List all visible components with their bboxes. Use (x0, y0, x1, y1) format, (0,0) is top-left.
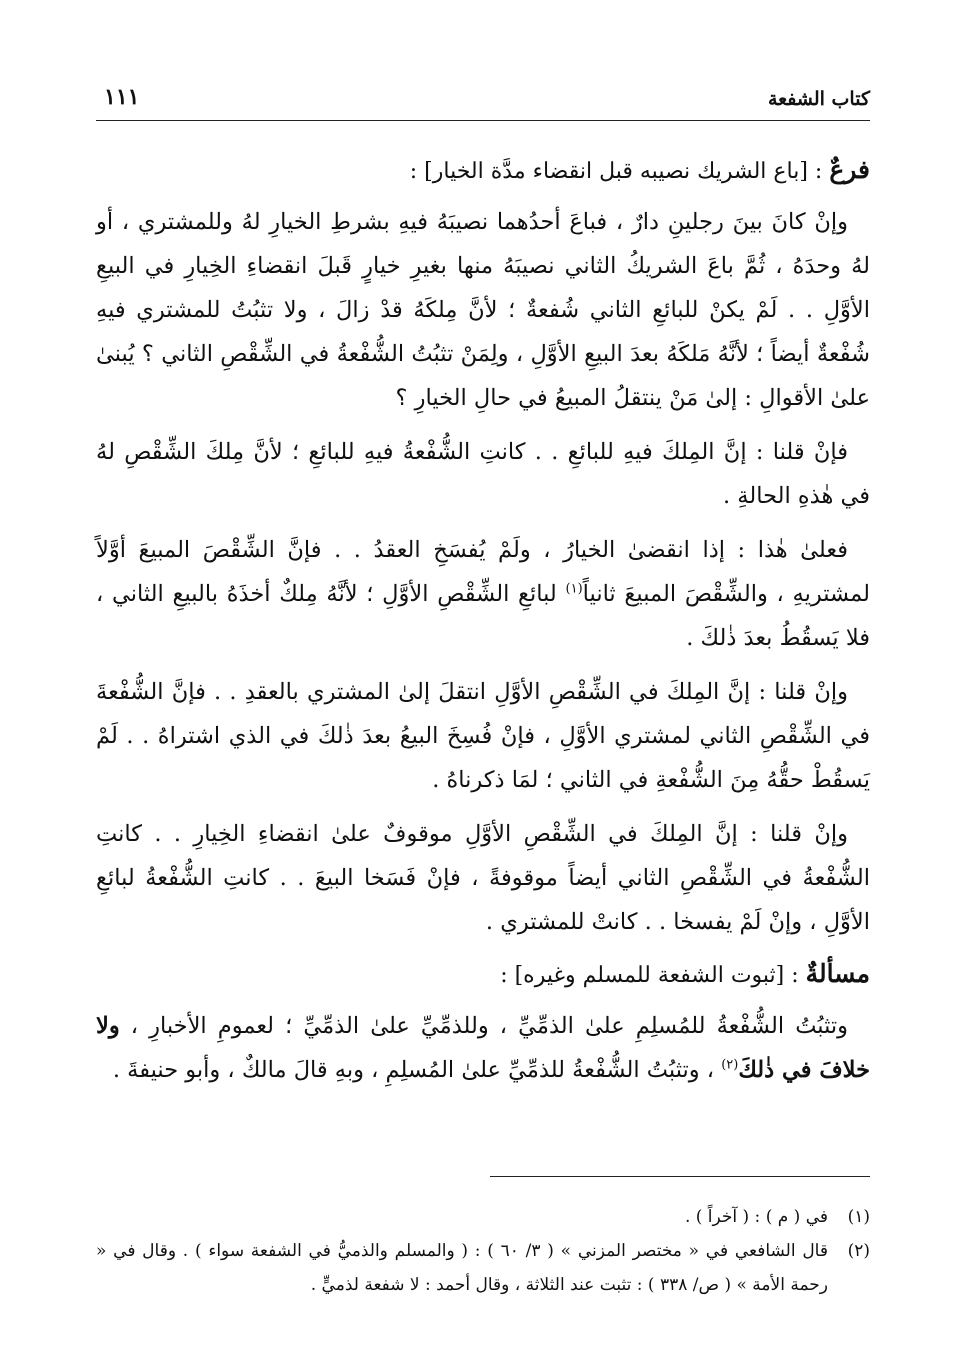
footnote-item (96, 1200, 870, 1234)
footnote-text: في ( م ) : ( آخراً ) . (684, 1207, 828, 1227)
paragraph-text: لبائعِ الشِّقْصِ الأوَّلِ ؛ لأنَّهُ مِلكٌ أخذَهُ بالبيعِ الثاني ، فلا يَسقُطُ بعدَ ذٰلكَ . (96, 581, 870, 651)
heading-title: : [باع الشريك نصيبه قبل انقضاء مدَّة الخيار] : (409, 159, 830, 184)
paragraph-text: ، وتثبُتُ الشُّفْعةُ للذمِّيِّ علىٰ المُسلِمِ ، وبهِ قالَ مالكٌ ، وأبو حنيفةَ . (112, 1057, 722, 1083)
paragraph-text: وتثبُتُ الشُّفْعةُ للمُسلِمِ علىٰ الذمِّيِّ ، وللذمِّيِّ علىٰ الذمِّيِّ ؛ لعمومِ الأخبارِ ، (119, 1013, 848, 1039)
bold-phrase: ولا خلافَ في ذٰلكَ (96, 1013, 870, 1083)
main-text (96, 150, 870, 1102)
footnote-number: (٢) (847, 1241, 870, 1261)
heading-keyword: فرعٌ (829, 155, 870, 184)
paragraph-text: فعلىٰ هٰذا : إذا انقضىٰ الخيارُ ، ولَمْ يُفسَخِ العقدُ . . فإنَّ الشِّقْصَ المبيعَ أوَّلاً لمشتريهِ ، والشِّقْصَ المبيعَ ثانياً (96, 537, 870, 607)
footnotes (96, 1200, 870, 1302)
paragraph-with-footnote (96, 1004, 870, 1092)
footnote-reference[interactable]: (١) (565, 581, 583, 597)
footnote-divider (490, 1176, 870, 1177)
footnote-number: (١) (847, 1207, 870, 1227)
page-header (96, 84, 870, 121)
footnote-reference[interactable]: (٢) (721, 1057, 739, 1073)
paragraph: وإنْ كانَ بينَ رجلينِ دارٌ ، فباعَ أحدُهما نصيبَهُ فيهِ بشرطِ الخيارِ لهُ وللمشتري ، أو لهُ وحدَهُ ، ثُمَّ باعَ الشريكُ الثاني نصيبَهُ منها بغيرِ خيارٍ قَبلَ انقضاءِ الخِيارِ في البيعِ الأوَّلِ . . لَمْ يكنْ للبائعِ الثاني شُفعةٌ ؛ لأنَّ مِلكَهُ قدْ زالَ ، ولا تثبُتُ للمشتري فيهِ شُفْعةٌ أيضاً ؛ لأنَّهُ مَلكَهُ بعدَ البيعِ الأوَّلِ ، ولِمَنْ تثبُتُ الشُّفْعةُ في الشِّقْصِ الثاني ؟ يُبنىٰ علىٰ الأقوالِ : إلىٰ مَنْ ينتقلُ المبيعُ في حالِ الخيارِ ؟ (96, 209, 870, 411)
paragraph-with-footnote (96, 528, 870, 660)
footnote-item (96, 1234, 870, 1302)
page-number: ١١١ (104, 84, 140, 110)
paragraph: وإنْ قلنا : إنَّ المِلكَ في الشِّقْصِ الأوَّلِ موقوفٌ علىٰ انقضاءِ الخِيارِ . . كانتِ الشُّفْعةُ في الشِّقْصِ الثاني أيضاً موقوفةً ، فإنْ فَسَخا البيعَ . . كانتِ الشُّفْعةُ لبائعِ الأوَّلِ ، وإنْ لَمْ يفسخا . . كانتْ للمشتري . (96, 821, 870, 935)
running-title: كتاب الشفعة (767, 88, 870, 110)
paragraph: وإنْ قلنا : إنَّ المِلكَ في الشِّقْصِ الأوَّلِ انتقلَ إلىٰ المشتري بالعقدِ . . فإنَّ الشُّفْعةَ في الشِّقْصِ الثاني لمشتري الأوَّلِ ، فإنْ فُسِخَ البيعُ بعدَ ذٰلكَ في الذي اشتراهُ . . لَمْ يَسقُطْ حقُّهُ مِنَ الشُّفْعةِ في الثاني ؛ لمَا ذكرناهُ . (96, 679, 870, 793)
section-heading-branch (96, 150, 870, 192)
footnote-text: قال الشافعي في « مختصر المزني » ( ٣/ ٦٠ ) : ( والمسلم والذميُّ في الشفعة سواء ) . وقال في « رحمة الأمة » ( ص/ ٣٣٨ ) : تثبت عند الثلاثة ، وقال أحمد : لا شفعة لذميٍّ . (96, 1241, 828, 1295)
paragraph: فإنْ قلنا : إنَّ المِلكَ فيهِ للبائعِ . . كانتِ الشُّفْعةُ فيهِ للبائعِ ؛ لأنَّ مِلكَ الشِّقْصِ لهُ في هٰذهِ الحالةِ . (96, 439, 870, 509)
heading-keyword: مسألةٌ (805, 959, 870, 988)
heading-title: : [ثبوت الشفعة للمسلم وغيره] : (500, 963, 806, 988)
section-heading-issue (96, 954, 870, 996)
